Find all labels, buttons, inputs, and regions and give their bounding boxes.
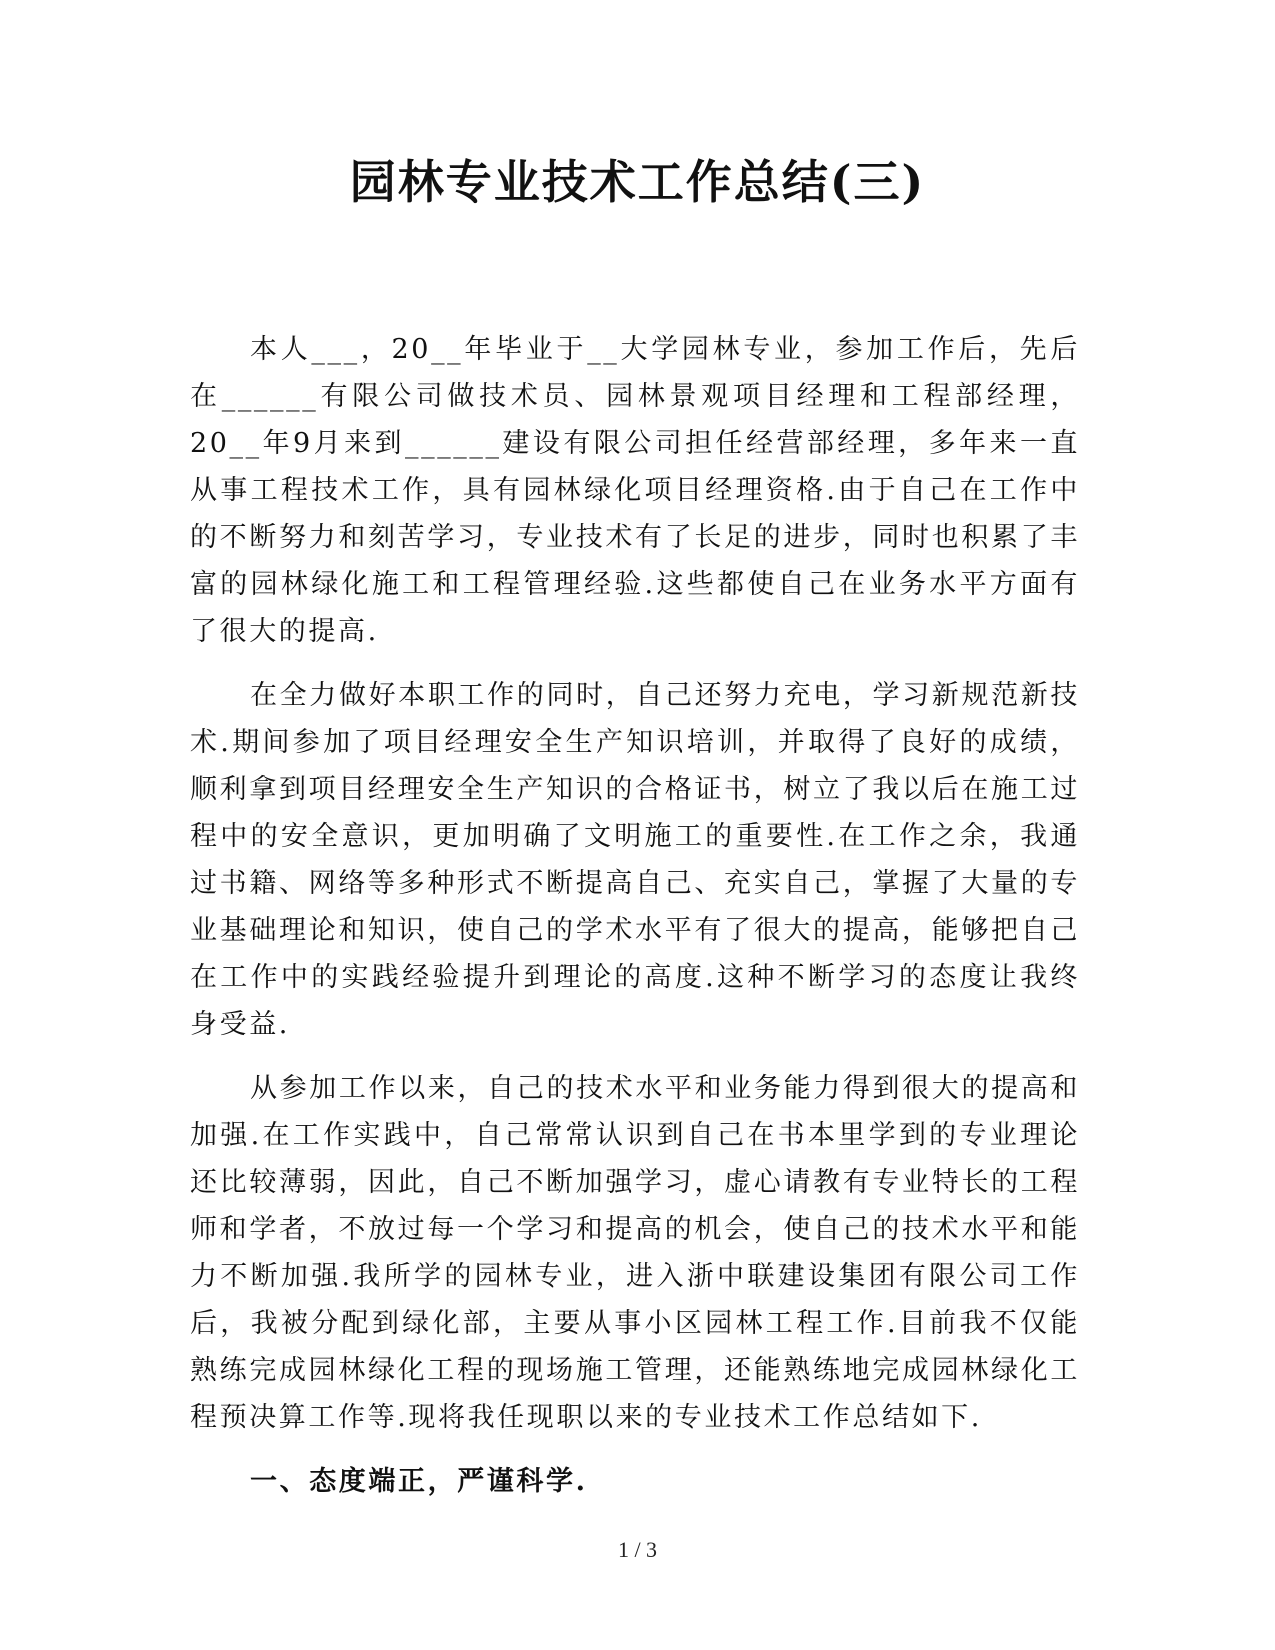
- paragraph-1: 本人___，20__年毕业于__大学园林专业，参加工作后，先后在______有限公司做技术员、园林景观项目经理和工程部经理，20__年9月来到______建设有限公司担任经营部经理，多年来一直从事工程技术工作，具有园林绿化项目经理资格.由于自己在工作中的不断努力和刻苦学习，专业技术有了长足的进步，同时也积累了丰富的园林绿化施工和工程管理经验.这些都使自己在业务水平方面有了很大的提高.: [190, 334, 1080, 647]
- paragraph-2: 在全力做好本职工作的同时，自己还努力充电，学习新规范新技术.期间参加了项目经理安全生产知识培训，并取得了良好的成绩，顺利拿到项目经理安全生产知识的合格证书，树立了我以后在施工过程中的安全意识，更加明确了文明施工的重要性.在工作之余，我通过书籍、网络等多种形式不断提高自己、充实自己，掌握了大量的专业基础理论和知识，使自己的学术水平有了很大的提高，能够把自己在工作中的实践经验提升到理论的高度.这种不断学习的态度让我终身受益.: [190, 680, 1080, 1040]
- section-heading: 一、态度端正，严谨科学.: [250, 1466, 588, 1497]
- document-body: [190, 326, 1080, 1505]
- paragraph-3: 从参加工作以来，自己的技术水平和业务能力得到很大的提高和加强.在工作实践中，自己常常认识到自己在书本里学到的专业理论还比较薄弱，因此，自己不断加强学习，虚心请教有专业特长的工程师和学者，不放过每一个学习和提高的机会，使自己的技术水平和能力不断加强.我所学的园林专业，进入浙中联建设集团有限公司工作后，我被分配到绿化部，主要从事小区园林工程工作.目前我不仅能熟练完成园林绿化工程的现场施工管理，还能熟练地完成园林绿化工程预决算工作等.现将我任现职以来的专业技术工作总结如下.: [190, 1073, 1080, 1433]
- document-title: 园林专业技术工作总结(三): [349, 155, 926, 209]
- page-number: 1 / 3: [617, 1537, 658, 1562]
